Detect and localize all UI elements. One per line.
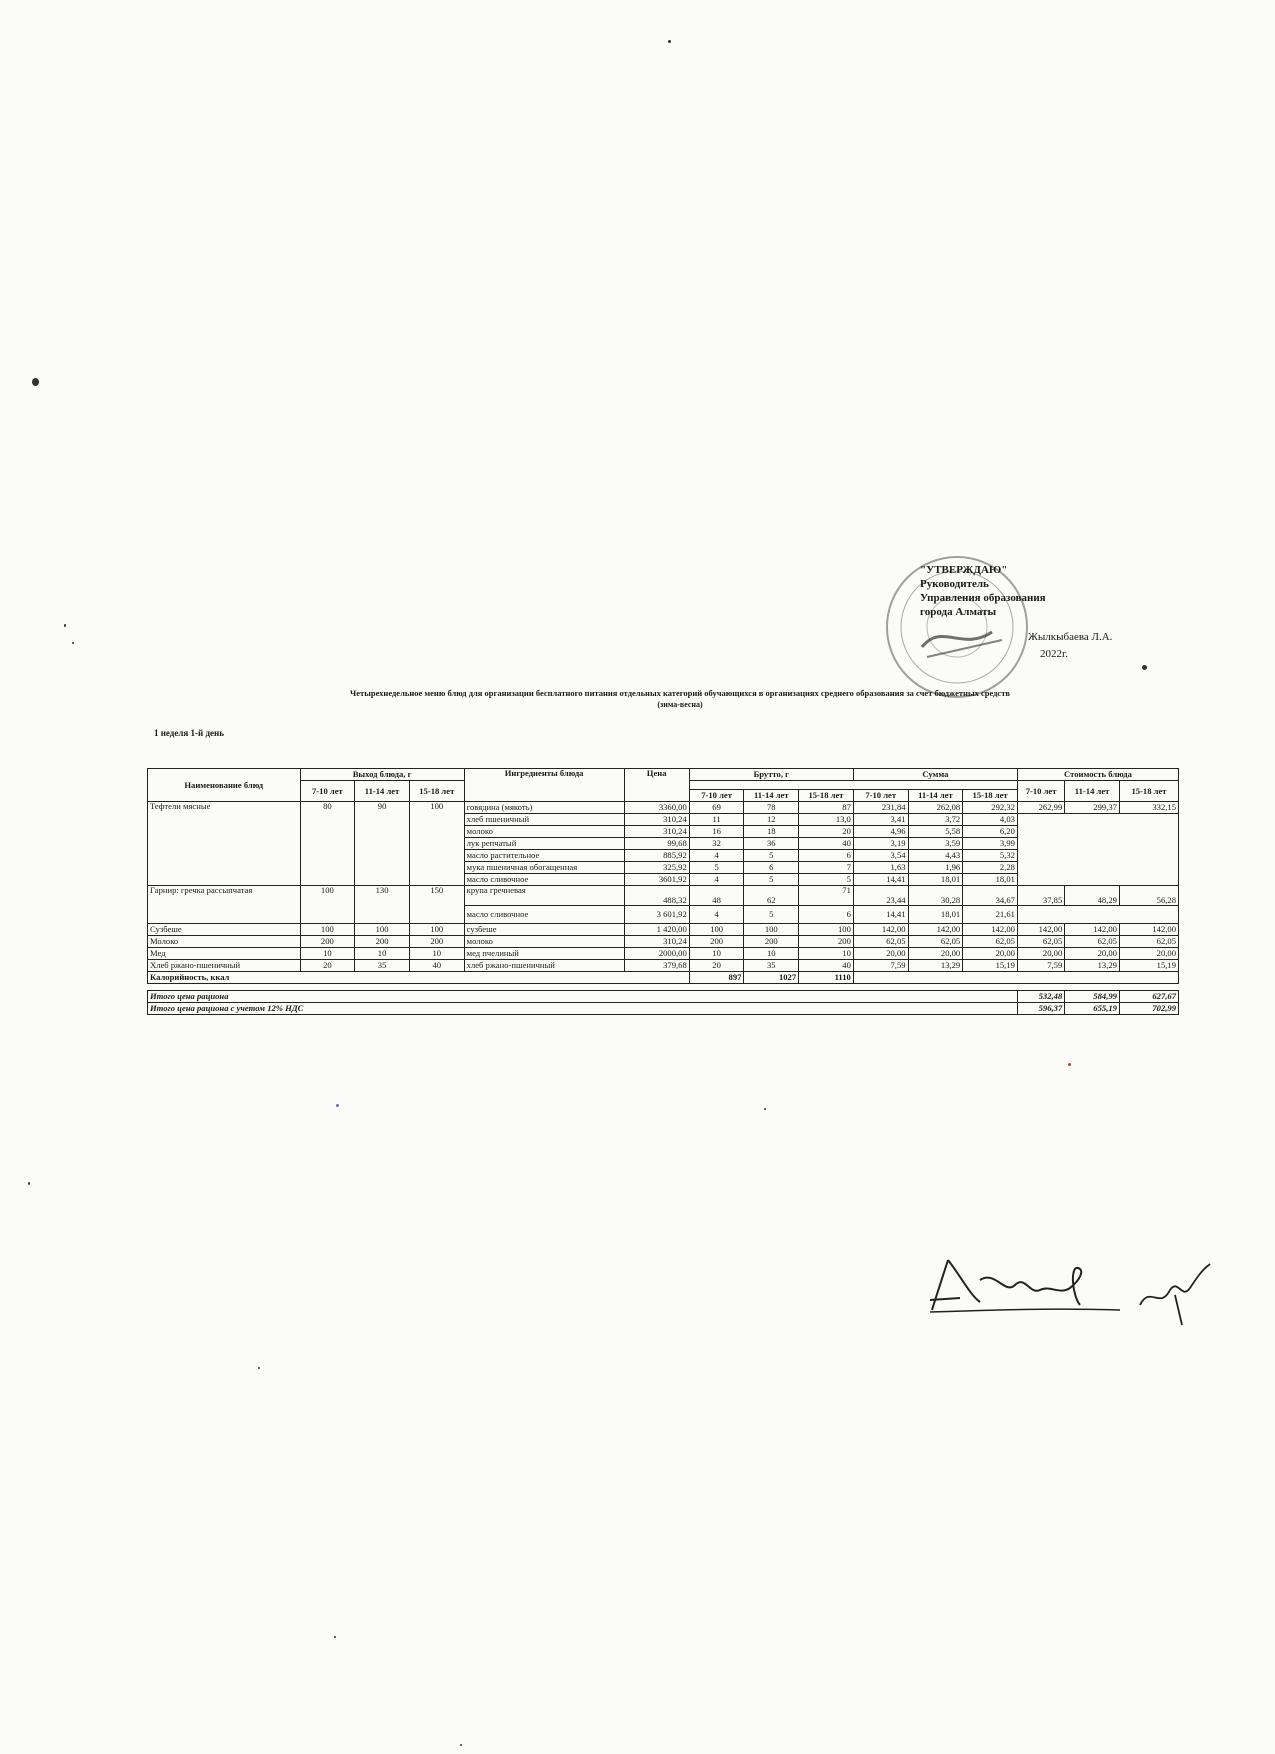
dish-output: 20 [300, 960, 355, 972]
dish-name: Молоко [148, 936, 301, 948]
ingredient-price: 325,92 [624, 862, 689, 874]
sum-value: 62,05 [853, 936, 908, 948]
brutto-value: 6 [799, 850, 854, 862]
ingredient-name: лук репчатый [464, 838, 624, 850]
sum-value: 4,96 [853, 826, 908, 838]
sum-value: 231,84 [853, 802, 908, 814]
ingredient-price: 310,24 [624, 936, 689, 948]
sum-value: 21,61 [963, 906, 1018, 924]
empty-cost-cell [1017, 906, 1178, 924]
sum-value: 142,00 [853, 924, 908, 936]
sum-value: 262,08 [908, 802, 963, 814]
dish-cost: 20,00 [1017, 948, 1064, 960]
handwritten-signature [920, 1240, 1240, 1340]
dish-output: 40 [409, 960, 464, 972]
dish-cost: 299,37 [1065, 802, 1120, 814]
brutto-value: 36 [744, 838, 799, 850]
brutto-value: 69 [689, 802, 744, 814]
brutto-value: 7 [799, 862, 854, 874]
dish-cost: 20,00 [1065, 948, 1120, 960]
header-age: 7-10 лет [853, 790, 908, 802]
brutto-value: 6 [744, 862, 799, 874]
sum-value: 3,54 [853, 850, 908, 862]
brutto-value: 32 [689, 838, 744, 850]
approval-department: Управления образования [920, 592, 1046, 604]
dish-output: 35 [355, 960, 410, 972]
sum-value: 30,28 [908, 886, 963, 906]
document-subtitle: (зима-весна) [657, 700, 703, 709]
brutto-value: 200 [744, 936, 799, 948]
ingredient-name: масло сливочное [464, 874, 624, 886]
dish-output: 10 [355, 948, 410, 960]
dish-cost: 37,85 [1017, 886, 1064, 906]
sum-value: 1,96 [908, 862, 963, 874]
ingredient-price: 1 420,00 [624, 924, 689, 936]
calories-value: 897 [689, 972, 744, 984]
total-vat-value: 702,99 [1119, 1003, 1178, 1015]
dish-output: 100 [409, 802, 464, 886]
sum-value: 5,58 [908, 826, 963, 838]
dish-name: Тефтели мясные [148, 802, 301, 886]
sum-value: 20,00 [908, 948, 963, 960]
empty-cell [853, 972, 1178, 984]
brutto-value: 20 [689, 960, 744, 972]
approval-city: города Алматы [920, 606, 997, 618]
table-row [148, 960, 1179, 972]
ingredient-name: говядина (мякоть) [464, 802, 624, 814]
sum-value: 4,03 [963, 814, 1018, 826]
header-ingredients: Ингредиенты блюда [464, 769, 624, 802]
sum-value: 6,20 [963, 826, 1018, 838]
brutto-value: 40 [799, 960, 854, 972]
sum-value: 13,29 [908, 960, 963, 972]
ingredient-price: 3 601,92 [624, 906, 689, 924]
calories-value: 1110 [799, 972, 854, 984]
brutto-value: 4 [689, 874, 744, 886]
brutto-value: 200 [799, 936, 854, 948]
brutto-value: 6 [799, 906, 854, 924]
header-age: 11-14 лет [1065, 781, 1120, 802]
brutto-value: 5 [689, 862, 744, 874]
header-cost: Стоимость блюда [1017, 769, 1178, 781]
brutto-value: 20 [799, 826, 854, 838]
total-value: 532,48 [1017, 991, 1064, 1003]
brutto-value: 35 [744, 960, 799, 972]
brutto-value: 5 [744, 874, 799, 886]
brutto-value: 5 [744, 906, 799, 924]
dish-output: 80 [300, 802, 355, 886]
dish-cost: 15,19 [1119, 960, 1178, 972]
header-age: 15-18 лет [799, 790, 854, 802]
document-title: Четырехнедельное меню блюд для организации бесплатного питания отдельных категорий обучающихся в организациях среднего образования за счет бюджетных средств [350, 688, 1010, 698]
brutto-value: 100 [799, 924, 854, 936]
brutto-value: 12 [744, 814, 799, 826]
brutto-value: 5 [744, 850, 799, 862]
ingredient-name: мука пшеничная обогащенная [464, 862, 624, 874]
calories-label: Калорийность, ккал [148, 972, 690, 984]
sum-value: 62,05 [963, 936, 1018, 948]
total-value: 627,67 [1119, 991, 1178, 1003]
brutto-value: 11 [689, 814, 744, 826]
brutto-value: 10 [799, 948, 854, 960]
ingredient-name: сузбеше [464, 924, 624, 936]
sum-value: 3,41 [853, 814, 908, 826]
ingredient-price: 885,92 [624, 850, 689, 862]
sum-value: 18,01 [908, 906, 963, 924]
ingredient-price: 3601,92 [624, 874, 689, 886]
brutto-value: 4 [689, 906, 744, 924]
week-day-label: 1 неделя 1-й день [154, 728, 224, 738]
ingredient-price: 310,24 [624, 826, 689, 838]
sum-value: 20,00 [853, 948, 908, 960]
header-sum: Сумма [853, 769, 1017, 781]
sum-value: 62,05 [908, 936, 963, 948]
sum-value: 2,28 [963, 862, 1018, 874]
dish-cost: 62,05 [1017, 936, 1064, 948]
dish-cost: 62,05 [1119, 936, 1178, 948]
ingredient-price: 2000,00 [624, 948, 689, 960]
header-dish-name: Наименование блюд [148, 769, 301, 802]
approval-date: 2022г. [1040, 648, 1069, 660]
sum-value: 23,44 [853, 886, 908, 906]
brutto-value: 78 [744, 802, 799, 814]
dish-name: Хлеб ржано-пшеничный [148, 960, 301, 972]
brutto-value: 100 [744, 924, 799, 936]
header-age: 11-14 лет [908, 790, 963, 802]
brutto-value: 62 [744, 886, 799, 906]
brutto-value: 4 [689, 850, 744, 862]
table-row [148, 886, 1179, 906]
dish-output: 100 [300, 886, 355, 924]
sum-value: 3,19 [853, 838, 908, 850]
dish-name: Мед [148, 948, 301, 960]
sum-value: 7,59 [853, 960, 908, 972]
dish-output: 90 [355, 802, 410, 886]
sum-value: 18,01 [908, 874, 963, 886]
header-age: 15-18 лет [409, 781, 464, 802]
brutto-value: 10 [744, 948, 799, 960]
brutto-value: 18 [744, 826, 799, 838]
sum-value: 5,32 [963, 850, 1018, 862]
dish-cost: 142,00 [1017, 924, 1064, 936]
brutto-value: 13,0 [799, 814, 854, 826]
dish-output: 200 [300, 936, 355, 948]
sum-value: 292,32 [963, 802, 1018, 814]
sum-value: 1,63 [853, 862, 908, 874]
brutto-value: 48 [689, 886, 744, 906]
dish-cost: 48,29 [1065, 886, 1120, 906]
table-row [148, 948, 1179, 960]
table-header-row [148, 769, 1179, 781]
total-vat-label: Итого цена рациона с учетом 12% НДС [148, 1003, 1018, 1015]
header-age: 15-18 лет [1119, 781, 1178, 802]
sum-value: 34,67 [963, 886, 1018, 906]
ingredient-name: хлеб ржано-пшеничный [464, 960, 624, 972]
brutto-value: 16 [689, 826, 744, 838]
header-output: Выход блюда, г [300, 769, 464, 781]
header-age: 7-10 лет [1017, 781, 1064, 802]
header-age: 11-14 лет [744, 790, 799, 802]
brutto-value: 10 [689, 948, 744, 960]
brutto-value: 100 [689, 924, 744, 936]
dish-cost: 7,59 [1017, 960, 1064, 972]
sum-value: 142,00 [908, 924, 963, 936]
sum-value: 142,00 [963, 924, 1018, 936]
approval-signatory-name: Жылкыбаева Л.А. [1028, 631, 1113, 643]
dish-output: 100 [300, 924, 355, 936]
dish-cost: 20,00 [1119, 948, 1178, 960]
ingredient-price: 3360,00 [624, 802, 689, 814]
ingredient-name: крупа гречневая [464, 886, 624, 906]
brutto-value: 5 [799, 874, 854, 886]
dish-cost: 332,15 [1119, 802, 1178, 814]
ingredient-name: масло растительное [464, 850, 624, 862]
brutto-value: 200 [689, 936, 744, 948]
total-vat-row [148, 1003, 1179, 1015]
dish-output: 100 [355, 924, 410, 936]
ingredient-name: молоко [464, 826, 624, 838]
total-vat-value: 655,19 [1065, 1003, 1120, 1015]
sum-value: 3,99 [963, 838, 1018, 850]
sum-value: 4,43 [908, 850, 963, 862]
ingredient-name: масло сливочное [464, 906, 624, 924]
ingredient-name: мед пчелиный [464, 948, 624, 960]
approval-position: Руководитель [920, 578, 989, 590]
dish-output: 150 [409, 886, 464, 924]
total-vat-value: 596,37 [1017, 1003, 1064, 1015]
dish-output: 10 [409, 948, 464, 960]
header-age: 7-10 лет [300, 781, 355, 802]
dish-cost: 62,05 [1065, 936, 1120, 948]
dish-name: Гарнир: гречка рассыпчатая [148, 886, 301, 924]
brutto-value: 40 [799, 838, 854, 850]
sum-value: 3,59 [908, 838, 963, 850]
ingredient-price: 379,68 [624, 960, 689, 972]
total-value: 584,99 [1065, 991, 1120, 1003]
total-row [148, 991, 1179, 1003]
table-row [148, 936, 1179, 948]
header-brutto: Брутто, г [689, 769, 853, 781]
ingredient-price: 488,32 [624, 886, 689, 906]
dish-cost: 56,28 [1119, 886, 1178, 906]
sum-value: 3,72 [908, 814, 963, 826]
header-age: 7-10 лет [689, 790, 744, 802]
ingredient-name: хлеб пшеничный [464, 814, 624, 826]
spacer-row [148, 984, 1179, 991]
brutto-value: 71 [799, 886, 854, 906]
ingredient-price: 99,68 [624, 838, 689, 850]
dish-output: 130 [355, 886, 410, 924]
header-age: 15-18 лет [963, 790, 1018, 802]
dish-output: 10 [300, 948, 355, 960]
empty-cost-cell [1017, 814, 1178, 886]
sum-value: 14,41 [853, 874, 908, 886]
dish-name: Сузбеше [148, 924, 301, 936]
sum-value: 15,19 [963, 960, 1018, 972]
header-price: Цена [624, 769, 689, 802]
calories-value: 1027 [744, 972, 799, 984]
ingredient-name: молоко [464, 936, 624, 948]
ingredient-price: 310,24 [624, 814, 689, 826]
menu-table [147, 768, 1179, 1015]
calories-row [148, 972, 1179, 984]
dish-cost: 262,99 [1017, 802, 1064, 814]
dish-output: 100 [409, 924, 464, 936]
dish-cost: 142,00 [1119, 924, 1178, 936]
table-row [148, 924, 1179, 936]
dish-output: 200 [409, 936, 464, 948]
dish-cost: 13,29 [1065, 960, 1120, 972]
dish-output: 200 [355, 936, 410, 948]
brutto-value: 87 [799, 802, 854, 814]
dish-cost: 142,00 [1065, 924, 1120, 936]
header-age: 11-14 лет [355, 781, 410, 802]
sum-value: 14,41 [853, 906, 908, 924]
total-label: Итого цена рациона [148, 991, 1018, 1003]
sum-value: 18,01 [963, 874, 1018, 886]
approval-heading: "УТВЕРЖДАЮ" [920, 564, 1008, 576]
sum-value: 20,00 [963, 948, 1018, 960]
table-row [148, 802, 1179, 814]
